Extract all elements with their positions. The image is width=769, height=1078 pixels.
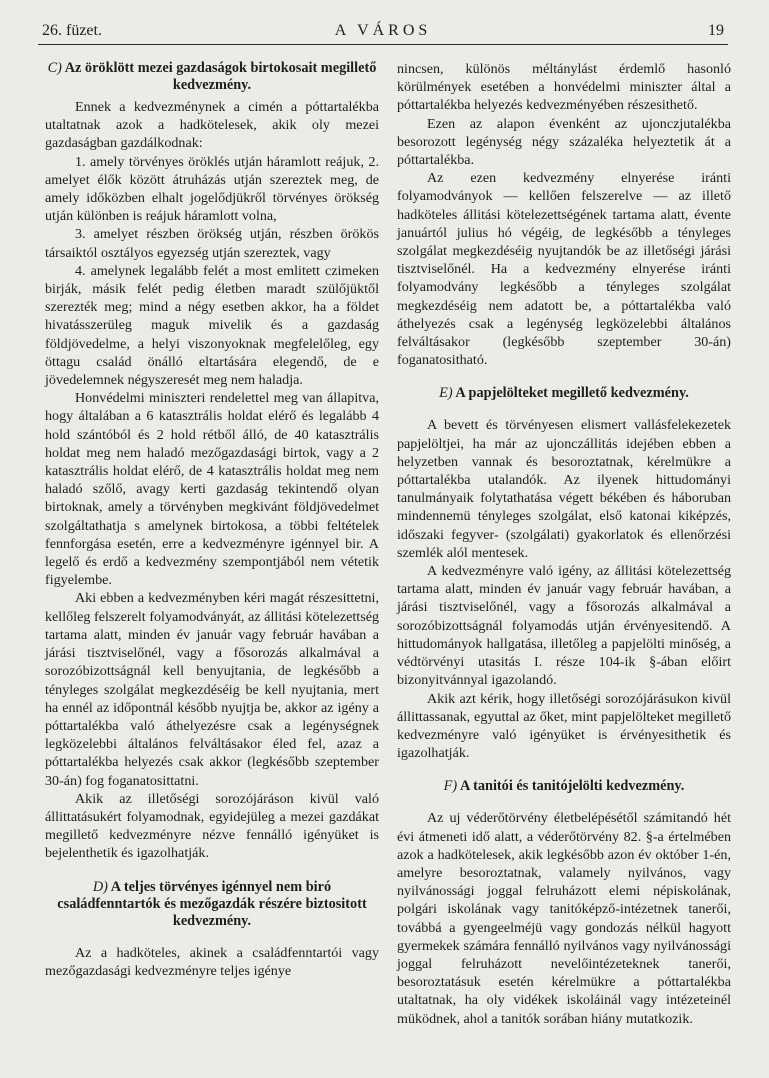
paragraph: Az a hadköteles, akinek a családfenntartói vagy mezőgazdasági kedvezményre teljes igénye (45, 944, 379, 979)
paragraph: 4. amelynek legalább felét a most emlitett czimeken birják, másik felét pedig életben maradt szülőjüktől szerezték meg; mind a négy esetben akkor, ha a földet hivatásszerüleg maguk mivelik és a gazdaság földjövedelme, a helyi viszonyoknak megfelelőleg, egy öttagu család önálló eltartására elegendő, de e jövedelemnek négyszeresét meg nem haladja. (45, 262, 379, 389)
paragraph: 3. amelyet részben örökség utján, részben örökös társaiktól osztályos egyezség utján szereztek, vagy (45, 226, 379, 261)
section-c (45, 60, 379, 863)
paragraph: Ennek a kedvezménynek a cimén a póttartalékba utaltatnak azok a hadkötelesek, akik oly mezei gazdaságban gazdálkodnak: (45, 99, 379, 152)
paragraph: A bevett és törvényesen elismert vallásfelekezetek papjelöltjei, ha már az ujonczállitás idejében ebben a helyzetben vannak és besoroztatnak, kérelmükre a póttartalékba utalandók. Az ilyenek hittudományi tanulmányaik folytathatása végett békében és háboruban mindennemü tényleges szolgálat, első katonai kiképzés, időszaki fegyver- (szolgálati) gyakorlatok és ellenőrzési szemlék alól mentesek. (397, 417, 731, 561)
section-e (397, 385, 731, 762)
section-title: A papjelölteket megillető kedvezmény. (455, 385, 689, 402)
section-letter: C) (47, 60, 62, 76)
section-title: Az öröklött mezei gazdaságok birtokosait megillető kedvezmény. (64, 60, 377, 93)
paragraph: A kedvezményre való igény, az állitási kötelezettség tartama alatt, minden év január vagy február havában, a járási tisztviselőnél, vagy a fősorozás alkalmával a sorozóbizottságnál folyamodás utján érvényesitendő. A hittudományok hallgatása, illetőleg a papjelölti minőség, a védtörvényi utasitás I. része 104-ik §-ában előirt bizonyitvánnyal igazolandó. (397, 563, 731, 689)
issue-number: 26. füzet. (42, 22, 102, 39)
section-e-heading (397, 385, 731, 402)
paragraph: Honvédelmi miniszteri rendelettel meg van állapitva, hogy általában a 6 katasztrális holdat elérő és legalább 4 hold szántóból és 2 hold rétből álló, de 40 katasztrális holdat meg nem haladó mezőgazdasági birtok, vagy a 2 katasztrális holdat elérő, de 4 katasztrális holdat meg nem haladó szőlő, avagy kerti gazdaság tekintendő olyan birtoknak, amely a törvényben megkivánt földjövedelmet szolgáltathatja s amelynek birtokosa, a többi feltételek fennforgása esetén, erre a kedvezményre igénnyel bir. A legelő és erdő a kedvezmény szempontjából nem vétetik figyelembe. (45, 390, 379, 589)
page-number: 19 (708, 22, 724, 39)
section-title: A teljes törvényes igénnyel nem biró családfenntartók és mezőgazdák részére biztositott kedvezmény. (57, 878, 367, 929)
section-f-heading (397, 778, 731, 795)
section-letter: F) (443, 778, 458, 795)
paragraph: 1. amely törvényes öröklés utján háramlott reájuk, 2. amelyet élők között átruházás utján szereztek meg, de amely időközben elhalt jogelődjükről törvényes örökség utján különben is reájuk háramlott volna, (45, 153, 379, 225)
section-c-heading (45, 60, 379, 94)
section-f (397, 778, 731, 1027)
section-letter: D) (92, 878, 108, 895)
section-title: A tanitói és tanitójelölti kedvezmény. (459, 778, 685, 795)
right-column (397, 60, 731, 1028)
paragraph: Aki ebben a kedvezményben kéri magát részesittetni, kellőleg felszerelt folyamodványát, az állitási kötelezettség tartama alatt, minden év január vagy február havában a járási tisztviselőnél, vagy a fősorozás alkalmával a sorozóbizottságnál kell benyujtania, de legkésőbb a tényleges szolgálat megkezdéséig be kell nyujtania, mert ha ennél az időpontnál később nyujtja be, akkor az igény a póttartalékba való áthelyezésre csak a legénységnek legközelebbi általános felváltásakor éled fel, azaz a póttartalékba helyezés csak akkor (legkésőbb szeptember 30-án) fog foganatosittatni. (45, 590, 379, 789)
left-column (45, 60, 379, 980)
paragraph: Akik azt kérik, hogy illetőségi sorozójárásukon kivül állittassanak, egyuttal az őket, mint papjelölteket megillető kedvezményre való igényüket is érvényesithetik és igazolhatják. (397, 690, 731, 762)
paragraph: Ezen az alapon évenként az ujonczjutalékba besorozott legénység négy százaléka helyeztetik át a póttartalékba. (397, 115, 731, 169)
paragraph: Az uj véderőtörvény életbelépésétől számitandó hét évi átmeneti idő alatt, a véderőtörvény 82. §-a értelmében azok a hadkötelesek, akik legkésőbb azon év október 1-én, amelyre besoroztatnak, valamely nyilvános, vagy nyilvánossági joggal felruházott elemi népiskolának, polgári iskolának vagy tanitóképző-intézetnek tanerői, továbbá a gyengeelméjü vagy gondozás nélkül hagyott gyermekek számára fennálló nyilvános vagy nyilvánossági joggal felruházott nevelőintézeteknek tanerői, besoroztatásuk esetén kérelmükre a póttartalékba utaltatnak, ha oly vidékek iskoláinál vagy intézeteinél müködnek, ahol a tanitók sorában hiány mutatkozik. (397, 810, 731, 1027)
publication-title: A VÁROS (334, 22, 432, 39)
paragraph: Akik az illetőségi sorozójáráson kivül való állittatásukért folyamodnak, egyidejüleg a mezei gazdákat megillető kedvezményre nézve fennálló igényüket is bejelenthetik és igazolhatják. (45, 790, 379, 862)
section-letter: E) (439, 385, 453, 402)
section-d-heading (45, 879, 379, 930)
section-d (45, 879, 379, 980)
paragraph: nincsen, különös méltánylást érdemlő hasonló körülmények esetében a honvédelmi miniszter által a póttartalékba helyezés kedvezményében részesithető. (397, 61, 731, 114)
paragraph: Az ezen kedvezmény elnyerése iránti folyamodványok — kellően felszerelve — az illető hadköteles állitási kötelezettségének tartama alatt, évente januártól julius hó végéig, de legkésőbb a tényleges szolgálat megkezdéséig nyujtandók be az illetőségi járási tisztviselőnél. Ha a kedvezmény elnyerése iránti folyamodvány legkésőbb a tényleges szolgálat megkezdéséig nem adatott be, a póttartalékba való áthelyezés csak a legénység legközelebbi általános felváltásakor (legkésőbb szeptember 30-án) foganatositható. (397, 170, 731, 369)
page-header (38, 20, 728, 45)
